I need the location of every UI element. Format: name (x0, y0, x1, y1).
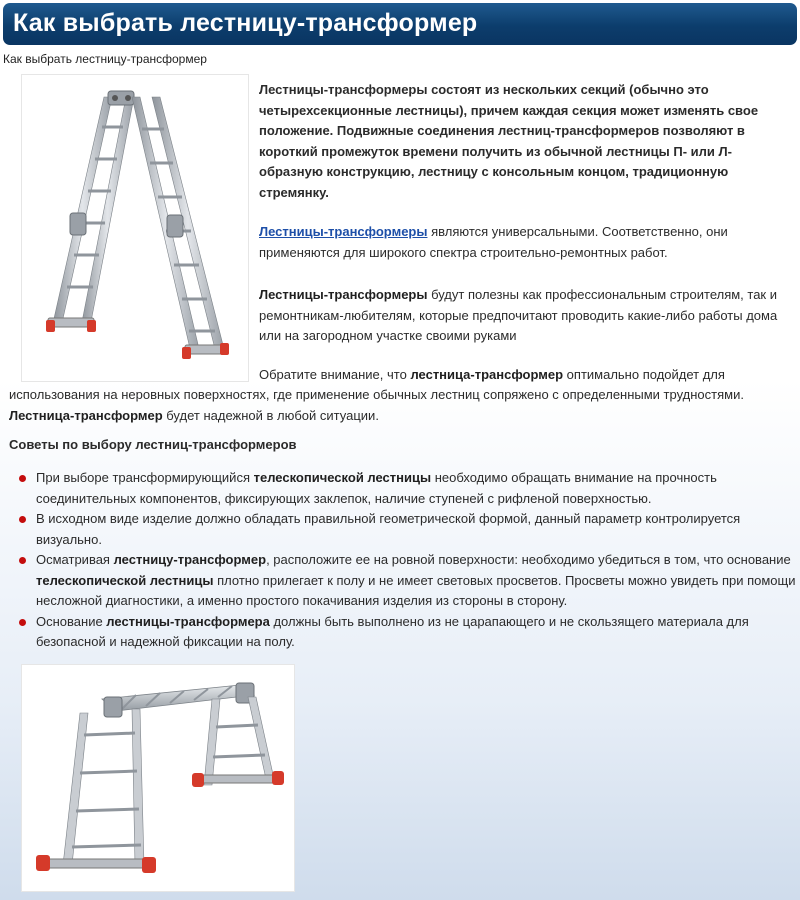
ladder-a-frame-illustration (22, 75, 248, 381)
list-item: При выборе трансформирующийся телескопической лестницы необходимо обращать внимание на прочность соединительных компонентов, фиксирующих заклепок, наличие ступеней с рифленой поверхностью. (9, 468, 799, 509)
ladder-table-config-image (21, 664, 295, 892)
bullet-icon (19, 619, 26, 626)
intro-paragraph: Лестницы-трансформеры состоят из нескольких секций (обычно это четырехсекционные лестницы), причем каждая секция может изменять свое положение. Подвижные соединения лестниц-трансформеров позволяют в короткий промежуток времени получить из обычной лестницы П- или Л-образную конструкцию, лестницу с консольным концом, традиционную стремянку. (259, 82, 759, 200)
tips-list (9, 468, 799, 653)
paragraph-attention-line1: Обратите внимание, что лестница-трансформер оптимально подойдет для (259, 367, 725, 382)
header-bar (3, 3, 797, 45)
ladder-a-frame-image (21, 74, 249, 382)
page-title: Как выбрать лестницу-трансформер (13, 9, 478, 37)
bullet-icon (19, 557, 26, 564)
ladder-table-config-illustration (22, 665, 294, 891)
ladders-link[interactable]: Лестницы-трансформеры (259, 224, 428, 239)
paragraph-universal: Лестницы-трансформеры являются универсальными. Соответственно, они применяются для широкого спектра строительно-ремонтных работ. (259, 224, 728, 260)
bullet-icon (19, 475, 26, 482)
paragraph-attention-line2: использования на неровных поверхностях, где применение обычных лестниц сопряжено с определенными трудностями. Лестница-трансформер будет надежной в любой ситуации. (9, 387, 744, 423)
paragraph-useful: Лестницы-трансформеры будут полезны как профессиональным строителям, так и ремонтникам-любителям, которые предпочитают проводить какие-либо работы дома или на загородном участке своими руками (259, 287, 778, 343)
bullet-icon (19, 516, 26, 523)
tips-heading: Советы по выбору лестниц-трансформеров (9, 437, 297, 452)
breadcrumb: Как выбрать лестницу-трансформер (3, 52, 207, 66)
list-item: Осматривая лестницу-трансформер, расположите ее на ровной поверхности: необходимо убедиться в том, что основание телескопической лестницы плотно прилегает к полу и не имеет световых просветов. Просветы можно увидеть при помощи несложной диагностики, а именно простого покачивания изделия из стороны в сторону. (9, 550, 799, 612)
list-item: В исходном виде изделие должно обладать правильной геометрической формой, данный параметр контролируется визуально. (9, 509, 799, 550)
list-item: Основание лестницы-трансформера должны быть выполнено из не царапающего и не скользящего материала для безопасной и надежной фиксации на полу. (9, 612, 799, 653)
